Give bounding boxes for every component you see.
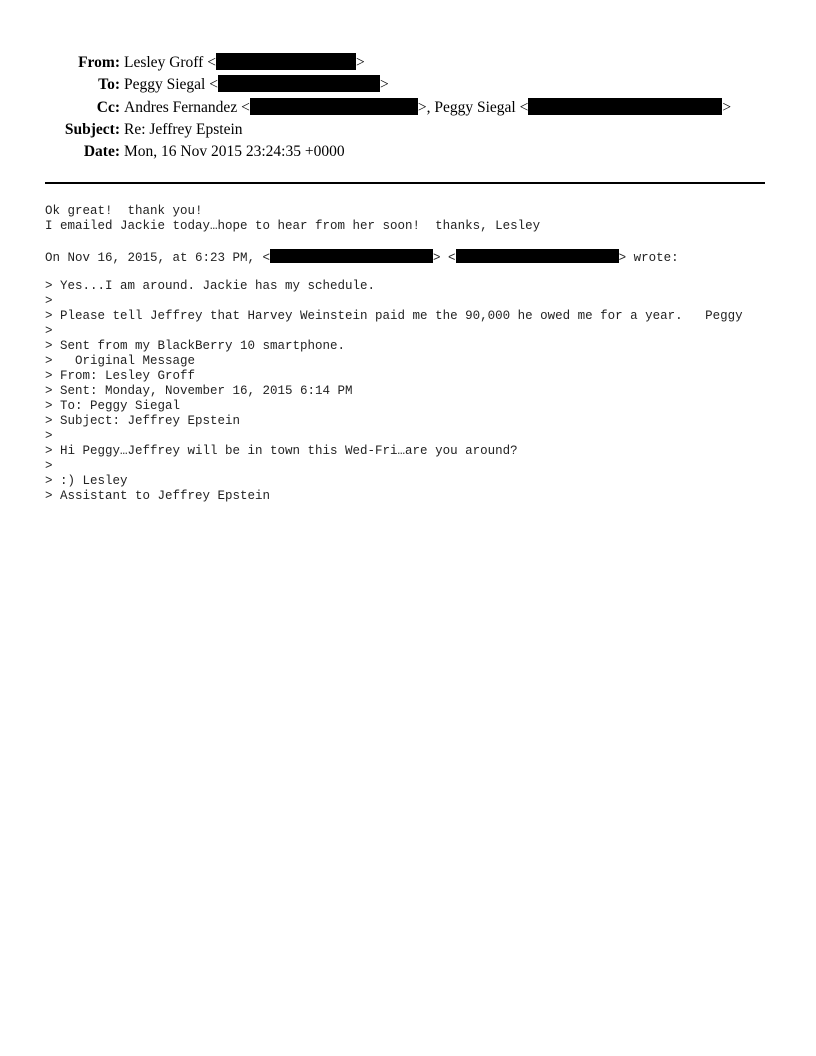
date-label: Date: [83, 143, 120, 161]
date-row [0, 141, 816, 163]
angle-close: > [380, 76, 389, 94]
redaction-block [270, 249, 433, 263]
subject-value: Re: Jeffrey Epstein [124, 120, 243, 138]
angle-open: < [237, 98, 250, 116]
quoted-line: > To: Peggy Siegal [45, 399, 181, 413]
quoted-line: > Sent from my BlackBerry 10 smartphone. [45, 339, 346, 353]
quoted-line: > Sent: Monday, November 16, 2015 6:14 PM [45, 384, 353, 398]
from-label: From: [78, 54, 120, 71]
quoted-line: > From: Lesley Groff [45, 369, 196, 383]
quoted-line: > [45, 294, 53, 308]
date-value: Mon, 16 Nov 2015 23:24:35 +0000 [124, 143, 345, 161]
quoted-line: > Yes...I am around. Jackie has my schedule. [45, 279, 376, 293]
angle-open: < [205, 76, 218, 94]
to-name: Peggy Siegal [124, 76, 206, 94]
quoted-line: > Hi Peggy…Jeffrey will be in town this Wed-Fri…are you around? [45, 444, 518, 458]
redaction-block [528, 98, 722, 115]
attribution-suffix: > wrote: [618, 251, 679, 265]
quoted-line: > [45, 429, 53, 443]
cc-separator: >, [417, 98, 435, 116]
angle-open: < [515, 98, 529, 116]
subject-row [0, 119, 816, 141]
blank-line [45, 234, 805, 249]
quoted-line: > Subject: Jeffrey Epstein [45, 414, 241, 428]
redaction-block [250, 98, 418, 115]
angle-close: > [722, 98, 732, 116]
to-row [0, 74, 816, 96]
to-value [124, 74, 389, 96]
email-header [0, 52, 816, 163]
from-name: Lesley Groff [124, 54, 204, 71]
angle-close: > [355, 54, 365, 71]
attribution-mid: > < [433, 251, 456, 265]
subject-label: Subject: [64, 120, 120, 138]
blank-line [45, 264, 805, 279]
attribution-line [45, 249, 805, 264]
quoted-line: > :) Lesley [45, 474, 128, 488]
quoted-line: > Assistant to Jeffrey Epstein [45, 489, 271, 503]
quoted-line: > [45, 459, 53, 473]
redaction-block [216, 53, 356, 70]
cc-value [124, 97, 731, 119]
cc-name-2: Peggy Siegal [434, 98, 516, 116]
to-label: To: [98, 76, 120, 94]
from-row [0, 52, 816, 74]
reply-line: Ok great! thank you! [45, 204, 203, 218]
from-value [124, 52, 365, 74]
header-divider [45, 182, 765, 184]
redaction-block [456, 249, 619, 263]
redaction-block [218, 75, 380, 92]
cc-name-1: Andres Fernandez [124, 98, 238, 116]
reply-line: I emailed Jackie today…hope to hear from her soon! thanks, Lesley [45, 219, 541, 233]
angle-open: < [203, 54, 216, 71]
quoted-line: > Original Message [45, 354, 196, 368]
quoted-line: > Please tell Jeffrey that Harvey Weinstein paid me the 90,000 he owed me for a year. Peggy [45, 309, 743, 323]
quoted-line: > [45, 324, 53, 338]
cc-label: Cc: [96, 98, 120, 116]
cc-row [0, 97, 816, 119]
quoted-message [45, 279, 805, 504]
attribution-prefix: On Nov 16, 2015, at 6:23 PM, < [45, 251, 271, 265]
email-body [45, 204, 805, 504]
